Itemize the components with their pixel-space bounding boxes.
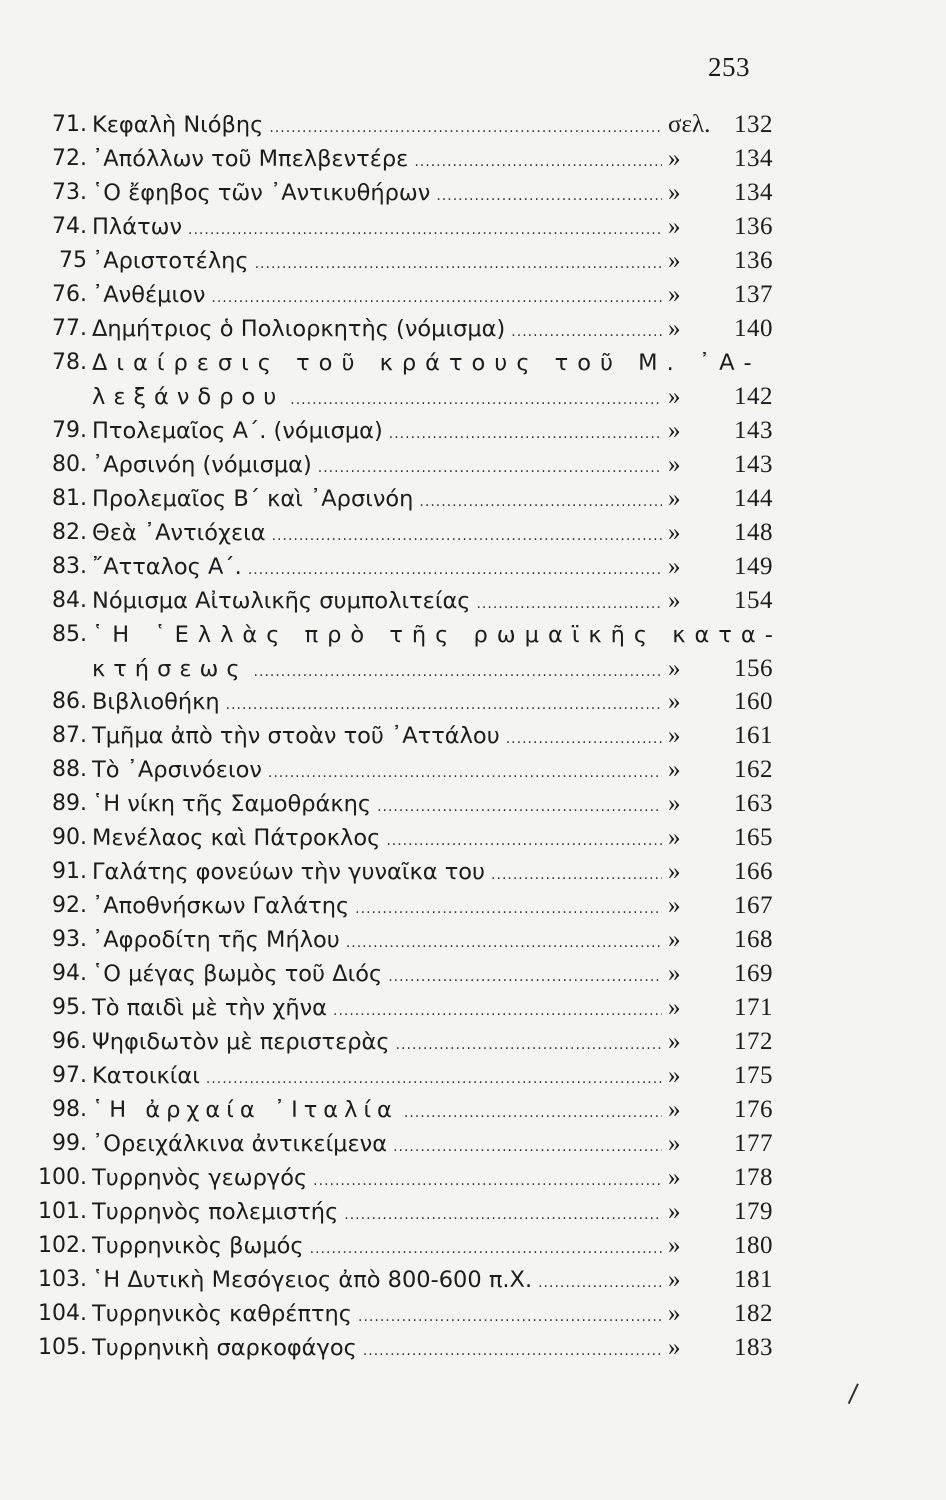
page-ref-mark: » xyxy=(668,824,681,851)
dot-leader xyxy=(333,994,662,1028)
entry-title: Τὸ ᾿Αρσινόειον xyxy=(92,757,262,783)
entry-title: ῾Η Δυτικὴ Μεσόγειος ἀπὸ 800-600 π.Χ. xyxy=(92,1267,533,1293)
entry-title-group xyxy=(92,1263,662,1300)
entry-title-group xyxy=(92,550,662,587)
entry-number: 71. xyxy=(52,112,87,137)
entry-title-group xyxy=(92,448,662,485)
page-ref-number: 132 xyxy=(734,111,773,138)
dot-leader xyxy=(363,1334,662,1368)
toc-entry xyxy=(30,1263,775,1297)
entry-title-group xyxy=(92,685,662,722)
page-ref-number: 166 xyxy=(734,858,773,885)
entry-title-group xyxy=(92,821,662,858)
page-ref-mark: » xyxy=(668,892,681,919)
page-ref-number: 165 xyxy=(734,824,773,851)
toc-entry xyxy=(30,1093,775,1127)
entry-title-group xyxy=(92,142,662,179)
toc-entry xyxy=(30,821,775,855)
entry-number: 77. xyxy=(52,316,87,341)
dot-leader xyxy=(313,1164,662,1198)
dot-leader xyxy=(386,824,662,858)
page-ref-mark: » xyxy=(668,416,681,444)
table-of-contents xyxy=(30,108,782,1365)
entry-number: 88. xyxy=(52,757,87,782)
page-ref-mark: » xyxy=(668,1198,681,1225)
entry-number: 101. xyxy=(38,1199,87,1224)
entry-number: 99. xyxy=(52,1131,87,1156)
page-ref-mark: » xyxy=(668,1096,681,1123)
toc-entry xyxy=(30,1025,775,1059)
toc-entry xyxy=(30,1059,775,1093)
entry-number: 94. xyxy=(52,961,87,986)
entry-title: Τὸ παιδὶ μὲ τὴν χῆνα xyxy=(92,995,327,1021)
entry-title-group xyxy=(92,719,662,756)
page-ref-mark: » xyxy=(668,756,681,783)
entry-number: 98. xyxy=(52,1097,87,1122)
entry-title: Νόμισμα Αἰτωλικῆς συμπολιτείας xyxy=(92,587,471,614)
entry-title-group xyxy=(92,414,662,451)
dot-leader xyxy=(388,960,662,994)
entry-number: 92. xyxy=(52,893,87,918)
dot-leader xyxy=(393,1130,662,1164)
page-ref-number: 154 xyxy=(734,586,773,614)
entry-title-group xyxy=(92,855,662,892)
entry-title: Πτολεμαῖος Α΄. (νόμισμα) xyxy=(92,417,383,444)
page-ref-number: 137 xyxy=(734,281,773,308)
entry-number: 73. xyxy=(52,180,87,205)
entry-number: 90. xyxy=(52,825,87,850)
entry-number: 93. xyxy=(52,927,87,952)
dot-leader xyxy=(436,179,662,213)
toc-entry xyxy=(30,1229,775,1263)
page-ref-number: 177 xyxy=(734,1130,773,1157)
page-ref-number: 167 xyxy=(734,892,773,919)
page-ref-mark: » xyxy=(668,960,681,987)
toc-entry xyxy=(30,550,775,584)
entry-number: 74. xyxy=(52,214,87,239)
entry-number: 89. xyxy=(52,791,87,816)
page-ref-number: 183 xyxy=(734,1334,773,1361)
page-ref-mark: » xyxy=(668,858,681,885)
entry-number: 95. xyxy=(52,995,87,1020)
entry-number: 85. xyxy=(52,621,87,647)
entry-number: 79. xyxy=(52,417,87,443)
entry-title: Ψηφιδωτὸν μὲ περιστερὰς xyxy=(92,1029,390,1055)
toc-entry xyxy=(30,176,775,210)
entry-title: Τυρρηνικὴ σαρκοφάγος xyxy=(92,1335,357,1361)
entry-title: Τυρρηνικὸς βωμός xyxy=(92,1233,304,1259)
entry-title-group xyxy=(92,787,662,824)
entry-title: ῾Ο μέγας βωμὸς τοῦ Διός xyxy=(92,961,383,987)
page-ref-mark: » xyxy=(668,790,681,817)
entry-title-group xyxy=(92,957,662,994)
page-ref-mark: » xyxy=(668,179,681,206)
toc-entry xyxy=(30,685,775,719)
entry-title-group xyxy=(92,1127,662,1164)
entry-number: 82. xyxy=(52,519,87,545)
toc-entry xyxy=(30,923,775,957)
page-ref-mark: » xyxy=(668,315,681,342)
dot-leader xyxy=(506,722,662,756)
toc-entry xyxy=(30,1195,775,1229)
entry-title: Δημήτριος ὁ Πολιορκητὴς (νόμισμα) xyxy=(92,316,506,342)
page-ref-mark: » xyxy=(668,1266,681,1293)
entry-number: 72. xyxy=(52,146,87,171)
toc-entry xyxy=(30,1127,775,1161)
entry-title: Τμῆμα ἀπὸ τὴν στοὰν τοῦ ᾿Αττάλου xyxy=(92,723,500,749)
entry-title: ᾿Αποθνήσκων Γαλάτης xyxy=(92,893,350,919)
entry-title: Κατοικίαι xyxy=(92,1063,200,1089)
page-ref-mark: » xyxy=(668,281,681,308)
dot-leader xyxy=(491,858,662,892)
entry-title: ᾿Αφροδίτη τῆς Μήλου xyxy=(92,927,340,953)
dot-leader xyxy=(248,553,662,587)
toc-entry xyxy=(30,278,775,312)
page-ref-mark: » xyxy=(668,383,681,410)
toc-entry xyxy=(30,142,775,176)
toc-entry xyxy=(30,346,775,414)
dot-leader xyxy=(272,519,662,553)
page-ref-mark: » xyxy=(668,1062,681,1089)
entry-title-group xyxy=(92,1161,662,1198)
entry-title-group xyxy=(92,108,662,145)
page-ref-number: 144 xyxy=(734,484,773,512)
entry-number: 78. xyxy=(52,350,87,375)
toc-entry xyxy=(30,448,775,482)
entry-title-line1: Διαίρεσις τοῦ κράτους τοῦ Μ. ᾿Α- xyxy=(92,350,761,376)
toc-entry xyxy=(30,584,775,618)
page-ref-number: 168 xyxy=(734,926,773,953)
page-ref-mark: » xyxy=(668,654,681,682)
entry-number: 103. xyxy=(38,1267,87,1292)
entry-title: κτήσεως xyxy=(92,655,248,682)
toc-entry xyxy=(30,414,775,448)
toc-entry xyxy=(30,1297,775,1331)
dot-leader xyxy=(476,587,662,621)
page-ref-number: 134 xyxy=(734,145,773,172)
entry-number: 84. xyxy=(52,587,87,613)
entry-title-group xyxy=(92,1297,662,1334)
page-ref-number: 179 xyxy=(734,1198,773,1225)
page-ref-mark: » xyxy=(668,518,681,546)
entry-title: Κεφαλὴ Νιόβης xyxy=(92,112,264,138)
toc-entry xyxy=(30,957,775,991)
page-ref-number: 140 xyxy=(734,315,773,342)
entry-title-group xyxy=(92,516,662,553)
toc-entry xyxy=(30,787,775,821)
dot-leader xyxy=(254,655,662,689)
entry-number: 96. xyxy=(52,1029,87,1054)
entry-title: Τυρρηνὸς γεωργός xyxy=(92,1165,308,1191)
entry-title: Προλεμαῖος Β΄ καὶ ᾿Αρσινόη xyxy=(92,485,414,512)
toc-entry xyxy=(30,482,775,516)
entry-title: ᾿Ανθέμιον xyxy=(92,282,206,308)
toc-entry xyxy=(30,210,775,244)
dot-leader xyxy=(358,1300,662,1334)
toc-entry xyxy=(30,991,775,1025)
page-ref-mark: » xyxy=(668,1232,681,1259)
page-ref-number: 169 xyxy=(734,960,773,987)
page-ref-number: 182 xyxy=(734,1300,773,1327)
dot-leader xyxy=(355,892,662,926)
page-ref-number: 162 xyxy=(734,756,773,783)
toc-entry xyxy=(30,889,775,923)
entry-title: ᾿Αρσινόη (νόμισμα) xyxy=(92,451,312,478)
dot-leader xyxy=(269,111,662,145)
page-ref-number: 163 xyxy=(734,790,773,817)
entry-number: 91. xyxy=(52,859,87,884)
dot-leader xyxy=(255,247,662,281)
page-ref-number: 181 xyxy=(734,1266,773,1293)
toc-entry xyxy=(30,753,775,787)
entry-title-group xyxy=(92,652,662,689)
toc-entry xyxy=(30,855,775,889)
page-ref-number: 134 xyxy=(734,179,773,206)
entry-number: 104. xyxy=(38,1301,87,1326)
entry-title-group xyxy=(92,1025,662,1062)
toc-entry xyxy=(30,244,775,278)
page-ref-mark: » xyxy=(668,1164,681,1191)
entry-number: 97. xyxy=(52,1063,87,1088)
dot-leader xyxy=(511,315,662,349)
toc-entry xyxy=(30,719,775,753)
page-ref-number: 171 xyxy=(734,994,773,1021)
entry-title-group xyxy=(92,584,662,621)
page-ref-number: 180 xyxy=(734,1232,773,1259)
entry-title-group xyxy=(92,1093,662,1130)
toc-entry xyxy=(30,1331,775,1365)
entry-title: ᾿Αριστοτέλης xyxy=(92,248,249,274)
page-ref-number: 143 xyxy=(734,450,773,478)
entry-title: Βιβλιοθήκη xyxy=(92,689,220,715)
toc-entry xyxy=(30,516,775,550)
dot-leader xyxy=(188,213,662,247)
dot-leader xyxy=(310,1232,662,1266)
page-ref-number: 178 xyxy=(734,1164,773,1191)
page-ref-mark: » xyxy=(668,484,681,512)
entry-title-group xyxy=(92,380,662,417)
entry-title-group xyxy=(92,210,662,247)
dot-leader xyxy=(211,281,662,315)
entry-title: ῾Η ἀρχαία ᾿Ιταλία xyxy=(92,1097,398,1123)
dot-leader xyxy=(404,1096,662,1130)
page-ref-mark: » xyxy=(668,552,681,580)
dot-leader xyxy=(318,451,662,485)
pen-mark xyxy=(848,1383,865,1406)
page-ref-number: 160 xyxy=(734,688,773,715)
entry-title: Μενέλαος καὶ Πάτροκλος xyxy=(92,825,381,851)
entry-title-group xyxy=(92,176,662,213)
entry-title-group xyxy=(92,1059,662,1096)
entry-title-group xyxy=(92,1331,662,1368)
entry-title: Τυρρηνὸς πολεμιστής xyxy=(92,1199,339,1225)
page-ref-mark: » xyxy=(668,450,681,478)
toc-entry xyxy=(30,618,782,686)
dot-leader xyxy=(344,1198,662,1232)
dot-leader xyxy=(268,756,662,790)
entry-title-group xyxy=(92,1229,662,1266)
toc-entry xyxy=(30,1161,775,1195)
page-ref-mark: » xyxy=(668,213,681,240)
page-ref-mark: » xyxy=(668,722,681,749)
page-ref-mark: σελ. xyxy=(668,111,711,138)
page-ref-mark: » xyxy=(668,1028,681,1055)
page-ref-mark: » xyxy=(668,926,681,953)
dot-leader xyxy=(396,1028,662,1062)
entry-number: 76. xyxy=(52,282,87,307)
entry-number: 86. xyxy=(52,689,87,714)
entry-title-group xyxy=(92,312,662,349)
entry-title: ᾿Ορειχάλκινα ἀντικείμενα xyxy=(92,1131,388,1157)
entry-title-group xyxy=(92,244,662,281)
dot-leader xyxy=(389,417,662,451)
dot-leader xyxy=(290,383,662,417)
page-ref-number: 136 xyxy=(734,213,773,240)
page-ref-number: 172 xyxy=(734,1028,773,1055)
page-ref-number: 161 xyxy=(734,722,773,749)
page-ref-mark: » xyxy=(668,586,681,614)
toc-entry xyxy=(30,108,775,142)
entry-title: λεξάνδρου xyxy=(92,384,285,410)
page-ref-number: 142 xyxy=(734,383,773,410)
entry-title-group xyxy=(92,482,662,519)
entry-number: 80. xyxy=(52,451,87,477)
dot-leader xyxy=(414,145,662,179)
entry-number: 75 xyxy=(59,248,87,273)
dot-leader xyxy=(538,1266,662,1300)
entry-title-group xyxy=(92,278,662,315)
entry-number: 83. xyxy=(52,553,87,579)
entry-title: Γαλάτης φονεύων τὴν γυναῖκα του xyxy=(92,859,486,885)
page-ref-mark: » xyxy=(668,1300,681,1327)
entry-number: 100. xyxy=(38,1165,87,1190)
dot-leader xyxy=(226,688,662,722)
page-ref-number: 149 xyxy=(734,552,773,580)
entry-number: 87. xyxy=(52,723,87,748)
entry-title: Πλάτων xyxy=(92,214,183,240)
page-ref-number: 136 xyxy=(734,247,773,274)
entry-title: ῾Η νίκη τῆς Σαμοθράκης xyxy=(92,791,372,817)
entry-number: 102. xyxy=(38,1233,87,1258)
entry-title-group xyxy=(92,1195,662,1232)
toc-entry xyxy=(30,312,775,346)
entry-title-line1: ῾Η ῾Ελλὰς πρὸ τῆς ρωμαϊκῆς κατα- xyxy=(92,621,782,648)
page-ref-number: 176 xyxy=(734,1096,773,1123)
entry-title: ῾Ο ἔφηβος τῶν ᾿Αντικυθήρων xyxy=(92,180,431,206)
page-ref-number: 148 xyxy=(734,518,773,546)
page-number: 253 xyxy=(708,52,750,82)
page-ref-mark: » xyxy=(668,688,681,715)
entry-title-group xyxy=(92,753,662,790)
entry-title-group xyxy=(92,923,662,960)
dot-leader xyxy=(206,1062,662,1096)
dot-leader xyxy=(346,926,662,960)
entry-title: ῎Ατταλος Α΄. xyxy=(92,553,242,580)
page-ref-number: 175 xyxy=(734,1062,773,1089)
entry-title-group xyxy=(92,889,662,926)
entry-number: 105. xyxy=(38,1335,87,1360)
page-ref-mark: » xyxy=(668,994,681,1021)
page-ref-number: 156 xyxy=(734,654,773,682)
page-ref-mark: » xyxy=(668,145,681,172)
entry-title: ᾿Απόλλων τοῦ Μπελβεντέρε xyxy=(92,146,409,172)
page-ref-number: 143 xyxy=(734,416,773,444)
entry-title: Τυρρηνικὸς καθρέπτης xyxy=(92,1301,353,1327)
page-ref-mark: » xyxy=(668,247,681,274)
dot-leader xyxy=(419,485,662,519)
entry-title-group xyxy=(92,991,662,1028)
page-ref-mark: » xyxy=(668,1130,681,1157)
entry-number: 81. xyxy=(52,485,87,511)
dot-leader xyxy=(377,790,662,824)
page-ref-mark: » xyxy=(668,1334,681,1361)
entry-title: Θεὰ ᾿Αντιόχεια xyxy=(92,519,266,546)
